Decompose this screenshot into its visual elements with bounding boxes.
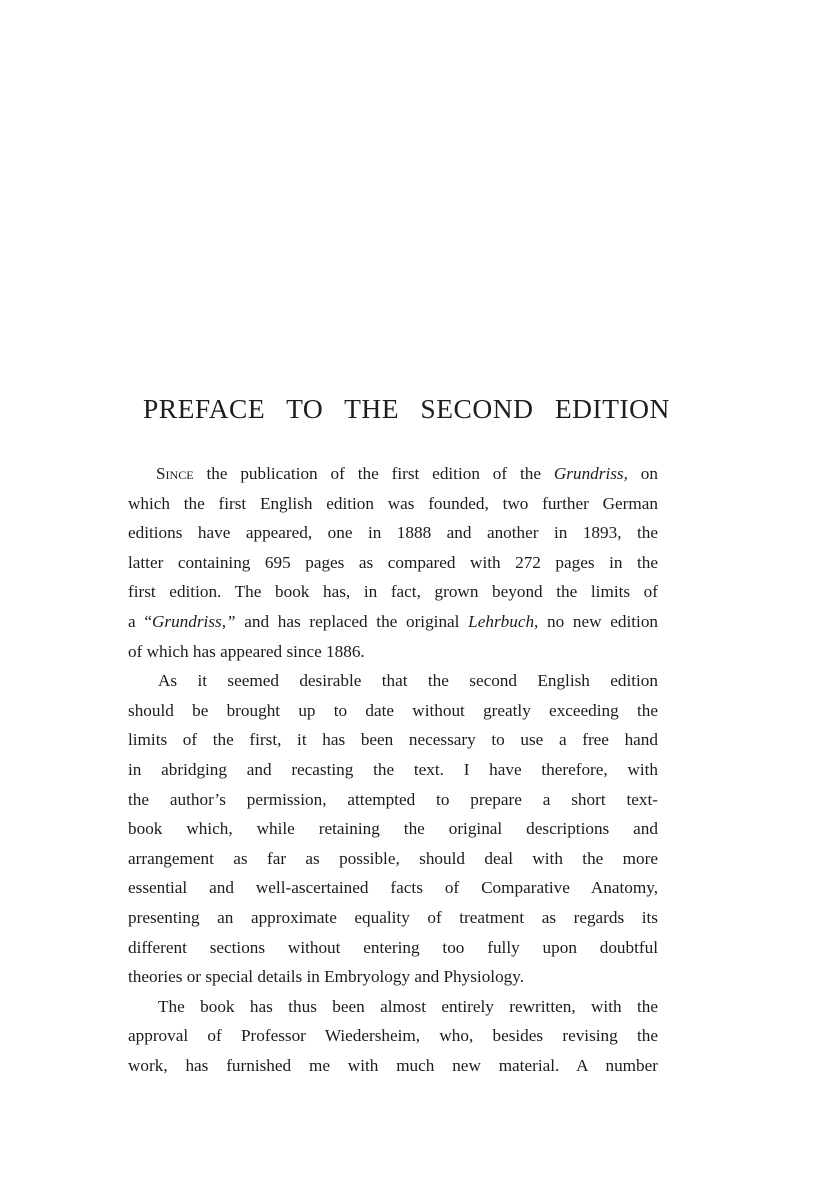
text-line: editions have appeared, one in 1888 and another in 1893, the [128,523,658,543]
italic-term: Lehrbuch, [468,611,539,631]
text-line: of which has appeared since 1886. [128,641,365,661]
text-line: should be brought up to date without greatly exceeding the [128,700,658,720]
text-line: first edition. The book has, in fact, grown beyond the limits of [128,582,658,602]
text-line: latter containing 695 pages as compared with 272 pages in the [128,552,658,572]
text-line: approval of Professor Wiedersheim, who, besides revising the [128,1026,658,1046]
text-line: limits of the first, it has been necessary to use a free hand [128,730,658,750]
small-caps-lead: Since [156,464,194,483]
preface-body [128,459,658,1080]
text-line: presenting an approximate equality of treatment as regards its [128,907,658,927]
text-line: work, has furnished me with much new material. A number [128,1055,658,1075]
text-line: The book has thus been almost entirely rewritten, with the [158,996,658,1016]
text-line: book which, while retaining the original descriptions and [128,819,658,839]
text-line: which the first English edition was founded, two further German [128,493,658,513]
text-line: arrangement as far as possible, should deal with the more [128,848,658,868]
text-line: the author’s permission, attempted to prepare a short text- [128,789,658,809]
text-line: essential and well-ascertained facts of Comparative Anatomy, [128,878,658,898]
paragraph-1 [128,459,658,666]
paragraph-2 [128,666,658,992]
text-line: Since the publication of the first edition of the Grundriss, on [156,464,658,483]
text-line: theories or special details in Embryology and Physiology. [128,967,525,987]
preface-title: PREFACE TO THE SECOND EDITION [143,393,670,424]
text-line: a “Grundriss,” and has replaced the original Lehrbuch, no new edition [128,611,658,631]
text-line: in abridging and recasting the text. I have therefore, with [128,759,658,779]
text-line: As it seemed desirable that the second English edition [158,671,658,691]
text-line: different sections without entering too fully upon doubtful [128,937,658,957]
paragraph-3 [128,992,658,1081]
italic-term: Grundriss,” [151,611,236,631]
italic-term: Grundriss, [553,464,628,483]
